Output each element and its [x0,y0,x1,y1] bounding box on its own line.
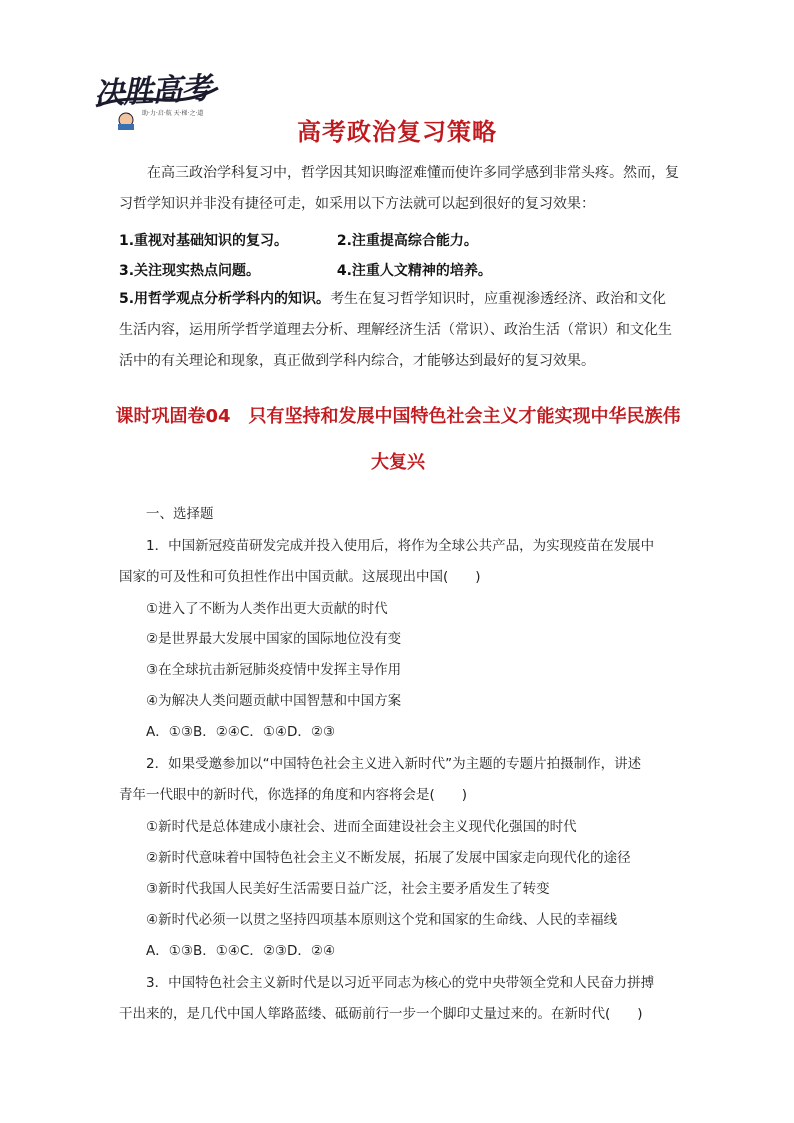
q3-stem-2: 干出来的，是几代中国人筚路蓝缕、砥砺前行一步一个脚印丈量过来的。在新时代( ) [119,1006,643,1022]
q2-option-3: ③新时代我国人民美好生活需要日益广泛，社会主要矛盾发生了转变 [146,881,550,897]
method-4: 4.注重人文精神的培养。 [336,263,492,279]
method-5-heading: 5.用哲学观点分析学科内的知识。 [119,291,331,307]
q1-option-4: ④为解决人类问题贡献中国智慧和中国方案 [146,693,402,709]
q2-option-4: ④新时代必须一以贯之坚持四项基本原则这个党和国家的生命线、人民的幸福线 [146,912,618,928]
questions-heading: 一、选择题 [146,506,214,522]
section-title: 课时巩固卷04 只有坚持和发展中国特色社会主义才能实现中华民族伟大复兴 [115,406,681,473]
q1-answers: A．①③B．②④C．①④D．②③ [146,724,336,740]
q1-option-3: ③在全球抗击新冠肺炎疫情中发挥主导作用 [146,662,402,678]
method-5-paragraph [119,284,679,377]
logo-subtext: 助·力·启·航 天·梯·之·道 [142,110,204,117]
page-title: 高考政治复习策略 [297,118,497,146]
q1-option-2: ②是世界最大发展中国家的国际地位没有变 [146,631,402,647]
q2-answers: A．①③B．①④C．②③D．②④ [146,943,336,959]
method-5-text: 考生在复习哲学知识时，应重视渗透经济、政治和文化生活内容，运用所学哲学道理去分析、理解经济生活（常识）、政治生活（常识）和文化生活中的有关理论和现象，真正做到学科内综合，才能够达到最好的复习效果。 [119,291,672,369]
method-1: 1.重视对基础知识的复习。 [119,233,289,249]
method-3: 3.关注现实热点问题。 [119,263,261,279]
q1-option-1: ①进入了不断为人类作出更大贡献的时代 [146,601,388,617]
q3-stem-1: 3．中国特色社会主义新时代是以习近平同志为核心的党中央带领全党和人民奋力拼搏 [146,975,655,991]
logo-text: 决胜高考 [93,70,212,113]
intro-paragraph: 在高三政治学科复习中，哲学因其知识晦涩难懂而使许多同学感到非常头疼。然而，复习哲学知识并非没有捷径可走，如采用以下方法就可以起到很好的复习效果： [119,165,679,212]
q2-stem-2: 青年一代眼中的新时代，你选择的角度和内容将会是( ) [119,787,468,803]
method-2: 2.注重提高综合能力。 [336,233,478,249]
q2-option-1: ①新时代是总体建成小康社会、进而全面建设社会主义现代化强国的时代 [146,819,577,835]
q1-stem-1: 1．中国新冠疫苗研发完成并投入使用后，将作为全球公共产品，为实现疫苗在发展中 [146,538,655,554]
methods-row-1 [119,230,478,250]
q2-stem-1: 2．如果受邀参加以“中国特色社会主义进入新时代”为主题的专题片拍摄制作，讲述 [146,756,642,772]
q1-stem-2: 国家的可及性和可负担性作出中国贡献。这展现出中国( ) [119,569,481,585]
q2-option-2: ②新时代意味着中国特色社会主义不断发展，拓展了发展中国家走向现代化的途径 [146,850,631,866]
methods-row-2 [119,260,492,280]
